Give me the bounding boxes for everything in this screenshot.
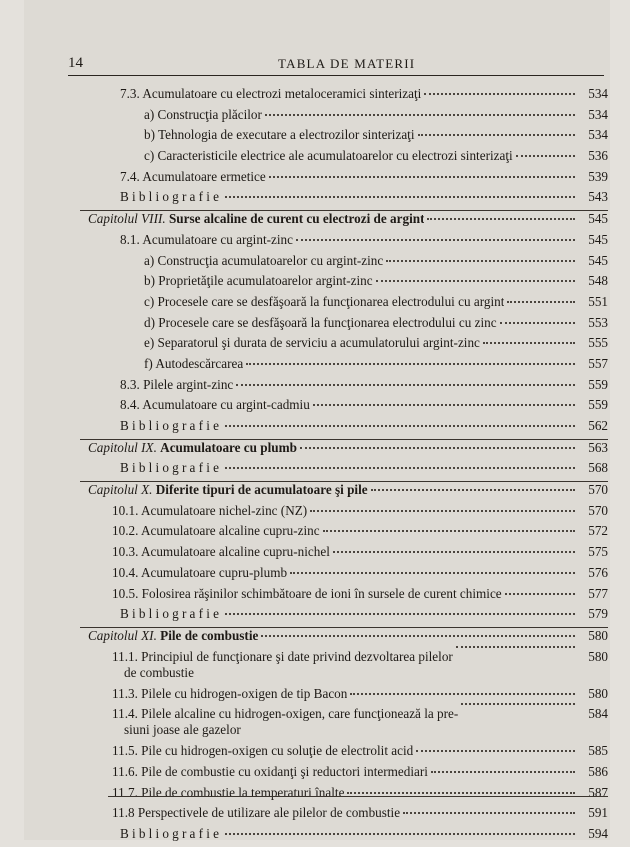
entry-page-number: 545 xyxy=(588,252,608,268)
bibliography-label: Bibliografie xyxy=(120,418,223,433)
entry-title: 10.1. Acumulatoare nichel-zinc (NZ) xyxy=(112,502,308,518)
chapter-title: Pile de combustie xyxy=(160,627,259,643)
bibliography-label: Bibliografie xyxy=(120,460,223,476)
entry-page-number: 587 xyxy=(588,784,608,800)
entry-page-number: 575 xyxy=(588,544,608,560)
dot-leader xyxy=(225,467,575,469)
toc-entry xyxy=(88,523,608,544)
toc-entry xyxy=(88,649,608,686)
chapter-heading xyxy=(88,628,258,644)
entry-title-line: 11.4. Pilele alcaline cu hidrogen-oxigen, care funcţionează la pre- xyxy=(112,706,459,722)
entry-page-number: 555 xyxy=(588,335,608,351)
dot-leader xyxy=(236,384,575,386)
entry-title-continuation: siuni joase ale gazelor xyxy=(124,722,241,738)
dot-leader xyxy=(246,363,575,365)
entry-page-number: 536 xyxy=(588,148,608,164)
entry-title: a) Construcţia plăcilor xyxy=(144,106,262,122)
chapter-title: Acumulatoare cu plumb xyxy=(160,439,297,455)
toc-entry xyxy=(88,294,608,315)
dot-leader xyxy=(461,703,575,705)
toc-bibliography-entry xyxy=(88,460,608,481)
dot-leader xyxy=(418,134,575,136)
dot-leader xyxy=(371,489,575,491)
dot-leader xyxy=(424,93,575,95)
toc-entry xyxy=(88,273,608,294)
entry-page-number: 559 xyxy=(588,376,608,392)
dot-leader xyxy=(350,693,575,695)
entry-title: a) Construcţia acumulatoarelor cu argint-zinc xyxy=(144,252,384,268)
dot-leader xyxy=(500,322,575,324)
dot-leader xyxy=(333,551,575,553)
dot-leader xyxy=(376,280,575,282)
dot-leader xyxy=(310,510,575,512)
entry-page-number: 545 xyxy=(588,211,608,227)
entry-page-number: 534 xyxy=(588,86,608,101)
toc-entry xyxy=(88,377,608,398)
toc-entry xyxy=(88,232,608,253)
entry-page-number: 577 xyxy=(588,585,608,601)
toc-bibliography-entry xyxy=(88,418,608,439)
dot-leader xyxy=(269,176,575,178)
toc-entry xyxy=(88,586,608,607)
entry-page-number: 563 xyxy=(588,439,608,455)
dot-leader xyxy=(347,792,575,794)
dot-leader xyxy=(313,404,575,406)
chapter-title: Surse alcaline de curent cu electrozi de argint xyxy=(168,211,425,227)
entry-page-number: 580 xyxy=(588,648,608,664)
entry-page-number: 570 xyxy=(588,482,608,498)
entry-title: 8.1. Acumulatoare cu argint-zinc xyxy=(120,231,293,247)
entry-title: b) Tehnologia de executare a electrozilor sinterizaţi xyxy=(144,127,415,143)
entry-page-number: 580 xyxy=(588,685,608,701)
entry-title: 10.4. Acumulatoare cupru-plumb xyxy=(112,564,288,580)
entry-title: 10.2. Acumulatoare alcaline cupru-zinc xyxy=(112,523,320,539)
bibliography-label: Bibliografie xyxy=(120,826,223,841)
toc-chapter-entry xyxy=(88,440,608,461)
dot-leader xyxy=(261,635,575,637)
chapter-heading xyxy=(88,440,297,456)
entry-page-number: 553 xyxy=(588,314,608,330)
toc-entry xyxy=(88,544,608,565)
dot-leader xyxy=(290,572,575,574)
entry-title: c) Caracteristicile electrice ale acumulatoarelor cu electrozi sinterizaţi xyxy=(144,148,513,164)
chapter-label: Capitolul VIII. xyxy=(88,211,166,227)
running-head: TABLA DE MATERII xyxy=(278,56,416,71)
toc-entry xyxy=(88,107,608,128)
dot-leader xyxy=(323,530,575,532)
dot-leader xyxy=(386,260,575,262)
entry-title: 7.4. Acumulatoare ermetice xyxy=(120,168,266,184)
entry-page-number: 570 xyxy=(588,502,608,518)
toc-entry xyxy=(88,503,608,524)
dot-leader xyxy=(265,114,575,116)
entry-page-number: 591 xyxy=(588,805,608,821)
entry-title: 11 7. Pile de combustie la temperaturi înalte xyxy=(112,784,345,800)
entry-title: 10.3. Acumulatoare alcaline cupru-nichel xyxy=(112,544,330,560)
toc-entry xyxy=(88,315,608,336)
entry-title: d) Procesele care se desfăşoară la funcţionarea electrodului cu zinc xyxy=(144,314,497,330)
entry-page-number: 585 xyxy=(588,743,608,759)
dot-leader xyxy=(507,301,575,303)
toc-entry xyxy=(88,565,608,586)
entry-page-number: 551 xyxy=(588,293,608,309)
entry-page-number: 559 xyxy=(588,397,608,413)
dot-leader xyxy=(431,771,575,773)
bibliography-label: Bibliografie xyxy=(120,189,223,205)
toc-entry xyxy=(88,805,608,826)
toc-entry xyxy=(88,706,608,743)
toc-entry xyxy=(88,785,608,806)
toc-entry xyxy=(88,127,608,148)
entry-page-number: 534 xyxy=(588,106,608,122)
dot-leader xyxy=(225,425,575,427)
toc-bibliography-entry xyxy=(88,826,608,847)
toc-chapter-entry xyxy=(88,482,608,503)
chapter-title: Diferite tipuri de acumulatoare şi pile xyxy=(155,482,368,498)
entry-page-number: 539 xyxy=(588,168,608,184)
entry-page-number: 572 xyxy=(588,523,608,539)
entry-page-number: 586 xyxy=(588,763,608,779)
entry-title: 11.5. Pile cu hidrogen-oxigen cu soluţie de electrolit acid xyxy=(112,743,414,759)
entry-page-number: 594 xyxy=(588,826,608,841)
entry-title: 8.4. Acumulatoare cu argint-cadmiu xyxy=(120,397,310,413)
chapter-heading xyxy=(88,482,368,498)
dot-leader xyxy=(225,196,575,198)
entry-page-number: 562 xyxy=(588,418,608,433)
toc-entry xyxy=(88,397,608,418)
entry-title: 7.3. Acumulatoare cu electrozi metaloceramici sinterizaţi xyxy=(120,86,422,101)
chapter-label: Capitolul IX. xyxy=(88,439,157,455)
entry-title: b) Proprietăţile acumulatoarelor argint-zinc xyxy=(144,273,373,289)
entry-title: c) Procesele care se desfăşoară la funcţionarea electrodului cu argint xyxy=(144,293,505,309)
dot-leader xyxy=(403,812,575,814)
bibliography-label: Bibliografie xyxy=(120,606,223,622)
dot-leader xyxy=(483,342,575,344)
dot-leader xyxy=(516,155,575,157)
entry-title xyxy=(112,649,453,681)
entry-page-number: 568 xyxy=(588,460,608,476)
dot-leader xyxy=(505,593,575,595)
toc-entry xyxy=(88,169,608,190)
dot-leader xyxy=(416,750,575,752)
toc-entry xyxy=(88,764,608,785)
entry-page-number: 580 xyxy=(588,627,608,643)
page-number: 14 xyxy=(68,55,83,71)
entry-title: f) Autodescărcarea xyxy=(144,355,244,371)
toc-entry xyxy=(88,743,608,764)
entry-page-number: 584 xyxy=(588,706,608,722)
toc-entry xyxy=(88,253,608,274)
dot-leader xyxy=(456,646,575,648)
chapter-heading xyxy=(88,211,424,227)
toc-entry xyxy=(88,335,608,356)
entry-page-number: 548 xyxy=(588,273,608,289)
toc-entry xyxy=(88,148,608,169)
entry-page-number: 557 xyxy=(588,355,608,371)
dot-leader xyxy=(300,447,575,449)
entry-title: 8.3. Pilele argint-zinc xyxy=(120,376,234,392)
toc-entry xyxy=(88,356,608,377)
entry-page-number: 545 xyxy=(588,231,608,247)
entry-title-continuation: de combustie xyxy=(124,664,194,680)
chapter-label: Capitolul X. xyxy=(88,482,153,498)
entry-title-line: 11.1. Principiul de funcţionare şi date privind dezvoltarea pilelor xyxy=(112,648,453,664)
dot-leader xyxy=(296,239,575,241)
toc-bibliography-entry xyxy=(88,606,608,627)
dot-leader xyxy=(225,833,575,835)
footer-rule xyxy=(108,796,608,797)
dot-leader xyxy=(225,613,575,615)
entry-title: 11.6. Pile de combustie cu oxidanţi şi reductori intermediari xyxy=(112,763,428,779)
table-of-contents xyxy=(88,86,608,847)
entry-title xyxy=(112,706,458,738)
entry-title: 10.5. Folosirea răşinilor schimbătoare de ioni în sursele de curent chimice xyxy=(112,585,502,601)
page-header xyxy=(68,55,604,76)
entry-page-number: 543 xyxy=(588,189,608,205)
entry-page-number: 579 xyxy=(588,606,608,622)
chapter-label: Capitolul XI. xyxy=(88,627,157,643)
toc-bibliography-entry xyxy=(88,189,608,210)
toc-entry xyxy=(88,86,608,107)
entry-title: 11.8 Perspectivele de utilizare ale pilelor de combustie xyxy=(112,805,401,821)
dot-leader xyxy=(427,218,575,220)
entry-title: e) Separatorul şi durata de serviciu a acumulatorului argint-zinc xyxy=(144,335,480,351)
entry-title: 11.3. Pilele cu hidrogen-oxigen de tip Bacon xyxy=(112,685,348,701)
toc-chapter-entry xyxy=(88,211,608,232)
entry-page-number: 576 xyxy=(588,564,608,580)
entry-page-number: 534 xyxy=(588,127,608,143)
